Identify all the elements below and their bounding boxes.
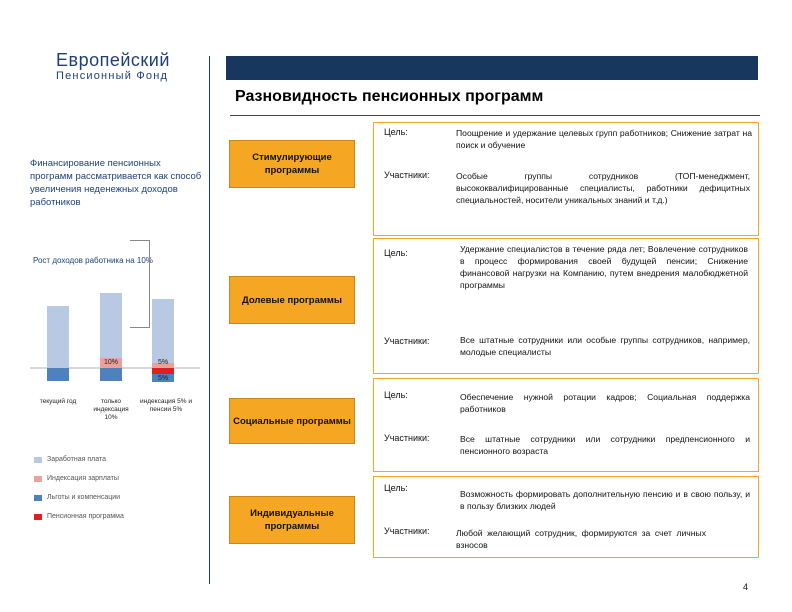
chart-title: Рост доходов работника на 10% xyxy=(33,256,153,265)
vertical-divider xyxy=(209,56,210,584)
bar-1-benefits xyxy=(47,368,69,381)
participants-text: Все штатные сотрудники или особые группы сотрудников, например, молодые специалисты xyxy=(460,335,750,357)
legend-label: Пенсионная программа xyxy=(47,513,124,520)
legend-item xyxy=(34,469,124,488)
program-box-social: Социальные программы xyxy=(229,398,355,444)
participants-text: Все штатные сотрудники или сотрудники предпенсионного и пенсионного возраста xyxy=(460,434,750,456)
legend-item xyxy=(34,507,124,526)
logo-title: Европейский xyxy=(56,50,170,70)
legend-swatch-pension xyxy=(34,514,42,520)
participants-label: Участники: xyxy=(384,526,430,536)
goal-label: Цель: xyxy=(384,127,408,137)
legend-swatch-salary xyxy=(34,457,42,463)
page-number: 4 xyxy=(742,582,748,592)
goal-text: Обеспечение нужной ротации кадров; Социальная поддержка работников xyxy=(460,392,750,414)
program-box-individual: Индивидуальные программы xyxy=(229,496,355,544)
program-box-stimulating: Стимулирующие программы xyxy=(229,140,355,188)
participants-label: Участники: xyxy=(384,336,430,346)
x-label-1: текущий год xyxy=(39,398,77,405)
program-box-shared: Долевые программы xyxy=(229,276,355,324)
slide-title: Разновидность пенсионных программ xyxy=(235,88,544,105)
side-description: Финансирование пенсионных программ рассматривается как способ увеличения неденежных доходов работников xyxy=(30,158,202,208)
legend-item xyxy=(34,488,124,507)
data-label-3: 5% xyxy=(157,375,169,382)
goal-text: Поощрение и удержание целевых групп работников; Снижение затрат на поиск и обучение xyxy=(456,128,752,150)
bar-3-salary xyxy=(152,299,174,363)
data-label-2: 5% xyxy=(157,359,169,366)
title-underline xyxy=(230,115,760,116)
legend-item xyxy=(34,450,124,469)
goal-text: Возможность формировать дополнительную пенсию и в свою пользу, и в пользу близких людей xyxy=(460,489,750,511)
logo-subtitle: Пенсионный Фонд xyxy=(56,70,169,82)
participants-text: Любой желающий сотрудник, формируются за счет личных взносов xyxy=(456,528,706,550)
goal-label: Цель: xyxy=(384,483,408,493)
goal-text: Удержание специалистов в течение ряда лет; Вовлечение сотрудников в процесс формирования своей будущей пенсии; Снижение финансовой нагрузки на Компанию, путем внедрения малобюджетной программы xyxy=(460,244,748,290)
bar-1-salary xyxy=(47,306,69,368)
header-bar xyxy=(226,56,758,80)
participants-label: Участники: xyxy=(384,170,430,180)
participants-text: Особые группы сотрудников (ТОП-менеджмент, высококвалифицированные специалисты, работники дефицитных специальностей, носители уникальных знаний и т.д.) xyxy=(456,171,750,205)
bar-2-benefits xyxy=(100,368,122,381)
legend-swatch-indexation xyxy=(34,476,42,482)
legend-label: Заработная плата xyxy=(47,456,106,463)
x-label-3: индексация 5% и пенсии 5% xyxy=(140,398,192,413)
bar-3-pension xyxy=(152,368,174,374)
goal-label: Цель: xyxy=(384,248,408,258)
goal-label: Цель: xyxy=(384,390,408,400)
data-label-1: 10% xyxy=(103,359,119,366)
legend-swatch-benefits xyxy=(34,495,42,501)
x-label-2: только индексация 10% xyxy=(93,398,129,421)
participants-label: Участники: xyxy=(384,433,430,443)
legend-label: Льготы и компенсации xyxy=(47,494,121,501)
chart-legend xyxy=(34,450,124,526)
legend-label: Индексация зарплаты xyxy=(47,475,119,482)
bar-2-salary xyxy=(100,293,122,358)
